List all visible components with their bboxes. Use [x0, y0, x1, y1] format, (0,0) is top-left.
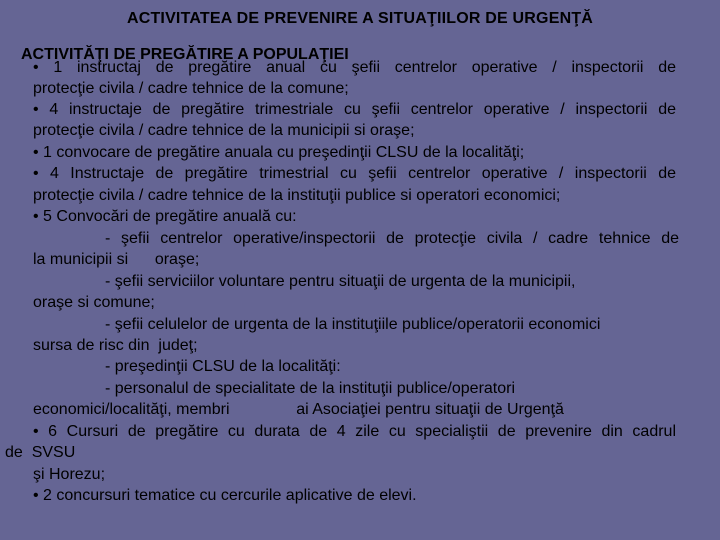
body-line: • 1 instructaj de pregătire anual cu şefii centrelor operative / inspectorii de: [33, 59, 676, 76]
body-line: economici/localităţi, membri ai Asociaţiei pentru situaţii de Urgenţă: [33, 401, 564, 418]
body-line: la municipii si oraşe;: [33, 251, 200, 268]
body-line: • 5 Convocări de pregătire anuală cu:: [33, 208, 297, 225]
body-line: • 2 concursuri tematice cu cercurile aplicative de elevi.: [33, 487, 417, 504]
slide-subtitle: ACTIVITĂŢI DE PREGĂTIRE A POPULAŢIEI: [21, 46, 349, 63]
body-line: - şefii centrelor operative/inspectorii de protecţie civila / cadre tehnice de: [105, 230, 679, 247]
body-line: • 4 instructaje de pregătire trimestriale cu şefii centrelor operative / inspectorii de: [33, 101, 676, 118]
body-line: şi Horezu;: [33, 466, 106, 483]
body-line: sursa de risc din judeţ;: [33, 337, 198, 354]
body-line: - personalul de specialitate de la instituţii publice/operatori: [105, 380, 516, 397]
slide-title: ACTIVITATEA DE PREVENIRE A SITUAŢIILOR DE URGENŢĂ: [126, 10, 594, 27]
body-line: - şefii serviciilor voluntare pentru situaţii de urgenta de la municipii,: [105, 273, 576, 290]
body-line: • 6 Cursuri de pregătire cu durata de 4 zile cu specialiştii de prevenire din cadrul: [33, 423, 676, 440]
body-line: • 1 convocare de pregătire anuala cu preşedinţii CLSU de la localităţi;: [33, 144, 525, 161]
body-line: de SVSU: [5, 444, 76, 461]
body-line: oraşe si comune;: [33, 294, 155, 311]
body-line: protecţie civila / cadre tehnice de la municipii si oraşe;: [33, 122, 415, 139]
body-line: • 4 Instructaje de pregătire trimestrial cu şefii centrelor operative / inspectorii de: [33, 165, 676, 182]
body-line: - şefii celulelor de urgenta de la instituţiile publice/operatorii economici: [105, 316, 601, 333]
body-line: protecţie civila / cadre tehnice de la comune;: [33, 80, 349, 97]
body-line: - preşedinţii CLSU de la localităţi:: [105, 358, 341, 375]
body-line: protecţie civila / cadre tehnice de la instituţii publice si operatori economici;: [33, 187, 561, 204]
